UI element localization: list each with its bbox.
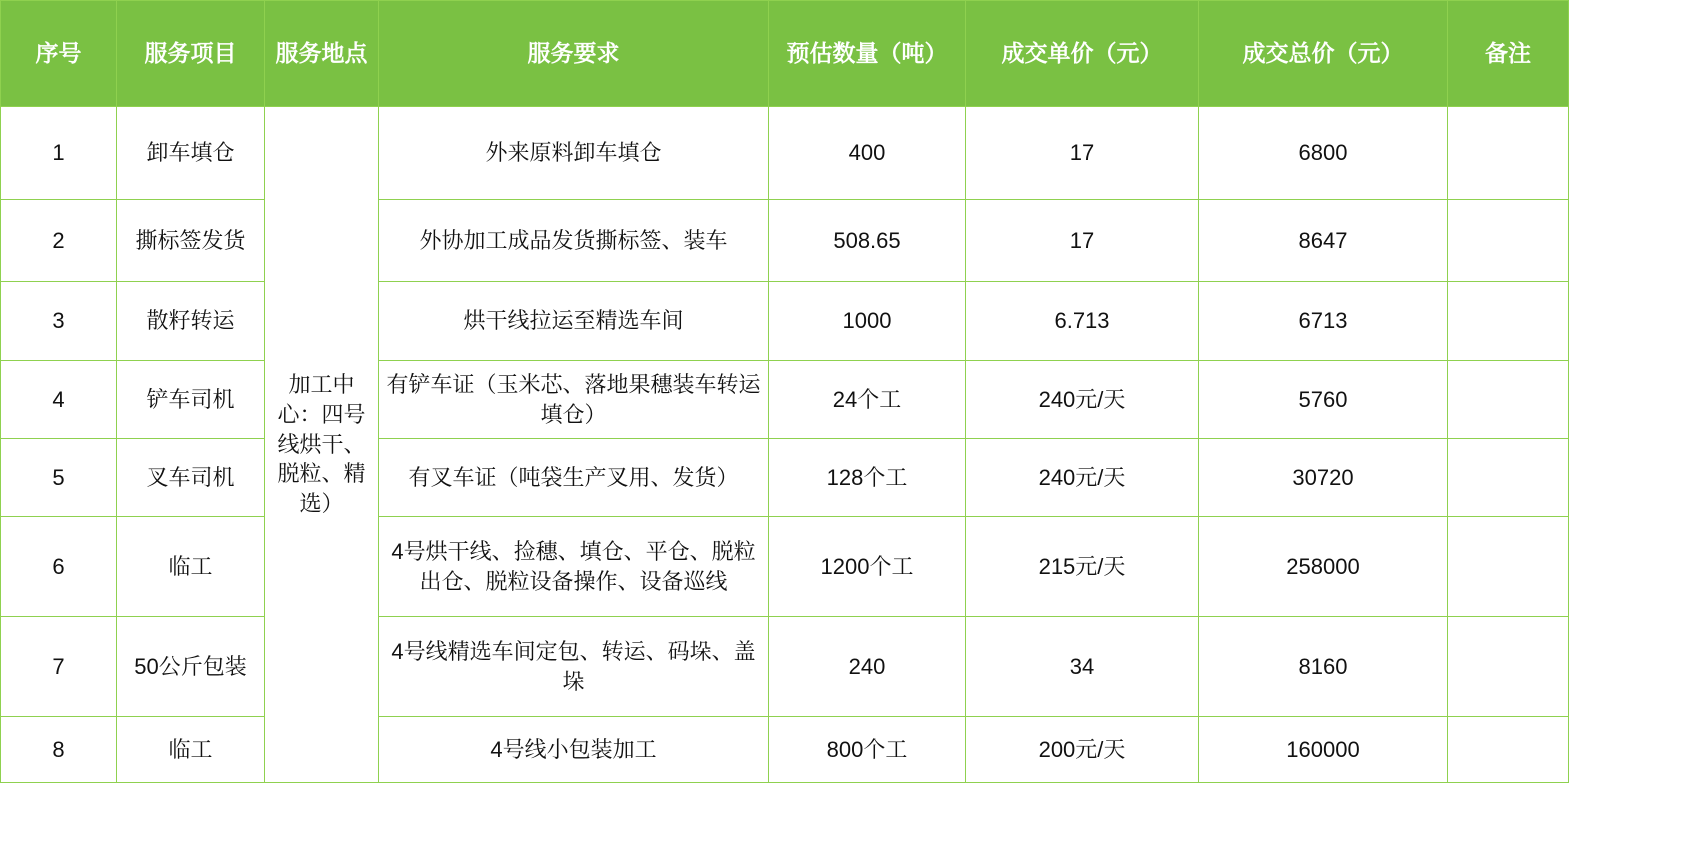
cell-service-item: 铲车司机 xyxy=(117,361,265,439)
column-header-total-price: 成交总价（元） xyxy=(1199,1,1448,107)
table-header-row xyxy=(1,1,1569,107)
column-header-service-item: 服务项目 xyxy=(117,1,265,107)
cell-remark xyxy=(1448,200,1569,282)
cell-remark xyxy=(1448,617,1569,717)
column-header-estimated-quantity: 预估数量（吨） xyxy=(769,1,966,107)
cell-service-requirement: 外来原料卸车填仓 xyxy=(379,107,769,200)
table-header xyxy=(1,1,1569,107)
cell-total-price: 8160 xyxy=(1199,617,1448,717)
column-header-unit-price: 成交单价（元） xyxy=(966,1,1199,107)
column-header-remark: 备注 xyxy=(1448,1,1569,107)
cell-unit-price: 240元/天 xyxy=(966,439,1199,517)
cell-unit-price: 240元/天 xyxy=(966,361,1199,439)
cell-quantity: 240 xyxy=(769,617,966,717)
column-header-service-place: 服务地点 xyxy=(265,1,379,107)
column-header-index: 序号 xyxy=(1,1,117,107)
cell-service-place-merged: 加工中心：四号线烘干、脱粒、精选） xyxy=(265,107,379,783)
cell-total-price: 30720 xyxy=(1199,439,1448,517)
cell-service-requirement: 外协加工成品发货撕标签、装车 xyxy=(379,200,769,282)
cell-service-item: 撕标签发货 xyxy=(117,200,265,282)
cell-quantity: 508.65 xyxy=(769,200,966,282)
cell-service-item: 50公斤包装 xyxy=(117,617,265,717)
column-header-service-requirement: 服务要求 xyxy=(379,1,769,107)
cell-total-price: 258000 xyxy=(1199,517,1448,617)
cell-index: 3 xyxy=(1,282,117,361)
cell-remark xyxy=(1448,107,1569,200)
cell-service-requirement: 4号线精选车间定包、转运、码垛、盖垛 xyxy=(379,617,769,717)
cell-service-requirement: 有铲车证（玉米芯、落地果穗装车转运填仓） xyxy=(379,361,769,439)
cell-index: 2 xyxy=(1,200,117,282)
table-row xyxy=(1,200,1569,282)
cell-total-price: 5760 xyxy=(1199,361,1448,439)
cell-service-item: 叉车司机 xyxy=(117,439,265,517)
cell-service-item: 临工 xyxy=(117,717,265,783)
cell-service-requirement: 有叉车证（吨袋生产叉用、发货） xyxy=(379,439,769,517)
cell-unit-price: 200元/天 xyxy=(966,717,1199,783)
table-row xyxy=(1,439,1569,517)
table-row xyxy=(1,617,1569,717)
cell-index: 6 xyxy=(1,517,117,617)
table-body xyxy=(1,107,1569,783)
cell-quantity: 128个工 xyxy=(769,439,966,517)
table-row xyxy=(1,107,1569,200)
cell-remark xyxy=(1448,517,1569,617)
cell-service-requirement: 烘干线拉运至精选车间 xyxy=(379,282,769,361)
cell-quantity: 800个工 xyxy=(769,717,966,783)
cell-total-price: 8647 xyxy=(1199,200,1448,282)
cell-service-item: 临工 xyxy=(117,517,265,617)
cell-service-item: 卸车填仓 xyxy=(117,107,265,200)
cell-unit-price: 34 xyxy=(966,617,1199,717)
cell-unit-price: 215元/天 xyxy=(966,517,1199,617)
cell-quantity: 24个工 xyxy=(769,361,966,439)
table-row xyxy=(1,717,1569,783)
cell-unit-price: 17 xyxy=(966,200,1199,282)
cell-total-price: 6800 xyxy=(1199,107,1448,200)
cell-remark xyxy=(1448,717,1569,783)
cell-remark xyxy=(1448,439,1569,517)
cell-index: 7 xyxy=(1,617,117,717)
cell-service-item: 散籽转运 xyxy=(117,282,265,361)
cell-remark xyxy=(1448,282,1569,361)
table-row xyxy=(1,361,1569,439)
table-row xyxy=(1,517,1569,617)
cell-index: 5 xyxy=(1,439,117,517)
cell-quantity: 400 xyxy=(769,107,966,200)
table-row xyxy=(1,282,1569,361)
cell-service-requirement: 4号烘干线、捡穗、填仓、平仓、脱粒出仓、脱粒设备操作、设备巡线 xyxy=(379,517,769,617)
cell-index: 1 xyxy=(1,107,117,200)
cell-quantity: 1200个工 xyxy=(769,517,966,617)
cell-unit-price: 17 xyxy=(966,107,1199,200)
cell-total-price: 6713 xyxy=(1199,282,1448,361)
cell-service-requirement: 4号线小包装加工 xyxy=(379,717,769,783)
cell-total-price: 160000 xyxy=(1199,717,1448,783)
cell-quantity: 1000 xyxy=(769,282,966,361)
cell-unit-price: 6.713 xyxy=(966,282,1199,361)
cell-remark xyxy=(1448,361,1569,439)
cell-index: 4 xyxy=(1,361,117,439)
cell-index: 8 xyxy=(1,717,117,783)
